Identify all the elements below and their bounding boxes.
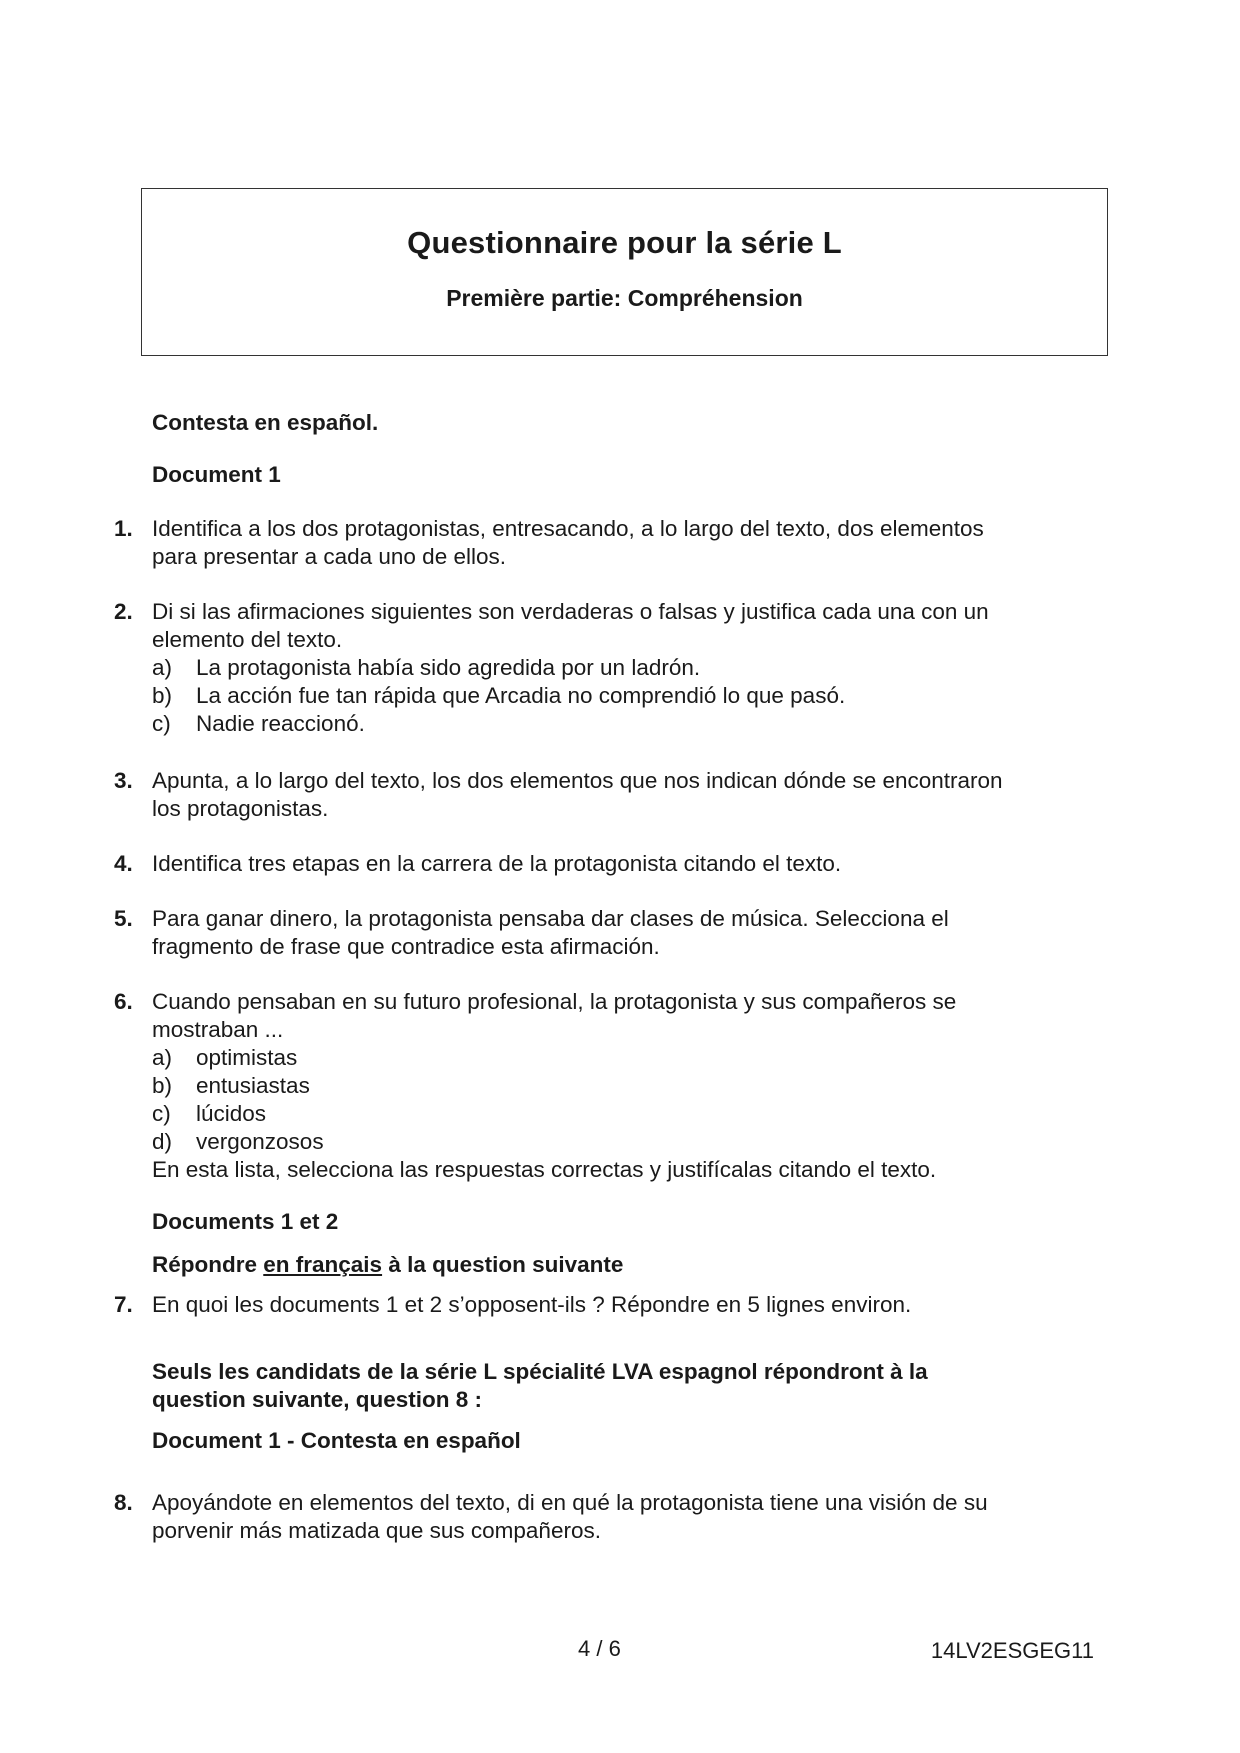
instruction-contesta: Contesta en español. [152,410,379,435]
repondre-underlined: en français [263,1252,383,1277]
question-1 [114,515,1110,571]
option-text: vergonzosos [196,1129,324,1154]
title-box [141,188,1108,356]
documents-1-2-heading: Documents 1 et 2 [152,1209,339,1234]
question-text-line: fragmento de frase que contradice esta afirmación. [152,934,660,959]
page-title: Questionnaire pour la série L [407,225,842,260]
document-1-heading: Document 1 [152,462,281,487]
question-number: 4. [114,851,133,876]
question-number: 6. [114,989,133,1014]
option-text: lúcidos [196,1101,267,1126]
question-text-line: Cuando pensaban en su futuro profesional, la protagonista y sus compañeros se [152,989,957,1014]
option-text: La acción fue tan rápida que Arcadia no comprendió lo que pasó. [196,683,846,708]
question-text-line: Para ganar dinero, la protagonista pensaba dar clases de música. Selecciona el [152,906,949,931]
repondre-pre: Répondre [152,1252,264,1277]
question-text-line: los protagonistas. [152,796,329,821]
option-text: entusiastas [196,1073,310,1098]
question-text-line: Identifica tres etapas en la carrera de la protagonista citando el texto. [152,851,842,876]
option-item [152,1044,1110,1072]
question-number: 5. [114,906,133,931]
question-text-line: Apunta, a lo largo del texto, los dos elementos que nos indican dónde se encontraron [152,768,1003,793]
question-text-after: En esta lista, selecciona las respuestas correctas y justifícalas citando el texto. [152,1157,937,1182]
question-text-line: Di si las afirmaciones siguientes son verdaderas o falsas y justifica cada una con un [152,599,989,624]
option-letter: b) [152,683,173,708]
option-item [152,682,1110,710]
question-text-line: mostraban ... [152,1017,284,1042]
option-text: optimistas [196,1045,298,1070]
option-letter: d) [152,1129,173,1154]
question-number: 8. [114,1490,133,1515]
question-8 [114,1489,1110,1545]
option-text: Nadie reaccionó. [196,711,365,736]
option-item [152,654,1110,682]
question-5 [114,905,1110,961]
option-item [152,1128,1110,1156]
question-number: 3. [114,768,133,793]
repondre-post: à la question suivante [382,1252,624,1277]
option-text: La protagonista había sido agredida por un ladrón. [196,655,701,680]
option-item [152,1100,1110,1128]
option-letter: c) [152,711,171,736]
document-1-contesta-heading: Document 1 - Contesta en español [152,1428,521,1453]
question-number: 2. [114,599,133,624]
question-text-line: para presentar a cada uno de ellos. [152,544,506,569]
question-6 [114,988,1110,1184]
option-item [152,1072,1110,1100]
question-4 [114,850,1110,878]
question-text-line: Apoyándote en elementos del texto, di en qué la protagonista tiene una visión de su [152,1490,988,1515]
question-7 [114,1291,1110,1319]
option-letter: c) [152,1101,171,1126]
question-text-line: elemento del texto. [152,627,343,652]
document-code: 14LV2ESGEG11 [930,1638,1094,1663]
question-2 [114,598,1110,738]
repondre-instruction [152,1251,1110,1279]
question-text-line: porvenir más matizada que sus compañeros. [152,1518,601,1543]
question-number: 7. [114,1292,133,1317]
questionnaire-content [114,409,1110,1545]
option-letter: a) [152,1045,173,1070]
page-number: 4 / 6 [578,1636,621,1661]
lva-line-1: Seuls les candidats de la série L spécialité LVA espagnol répondront à la [152,1359,928,1384]
option-item [152,710,1110,738]
question-number: 1. [114,516,133,541]
lva-instruction [152,1358,1110,1414]
question-text-line: Identifica a los dos protagonistas, entresacando, a lo largo del texto, dos elementos [152,516,984,541]
question-3 [114,767,1110,823]
page-subtitle: Première partie: Compréhension [446,285,803,311]
option-letter: a) [152,655,173,680]
question-text-line: En quoi les documents 1 et 2 s’opposent-ils ? Répondre en 5 lignes environ. [152,1292,912,1317]
lva-line-2: question suivante, question 8 : [152,1387,483,1412]
option-letter: b) [152,1073,173,1098]
